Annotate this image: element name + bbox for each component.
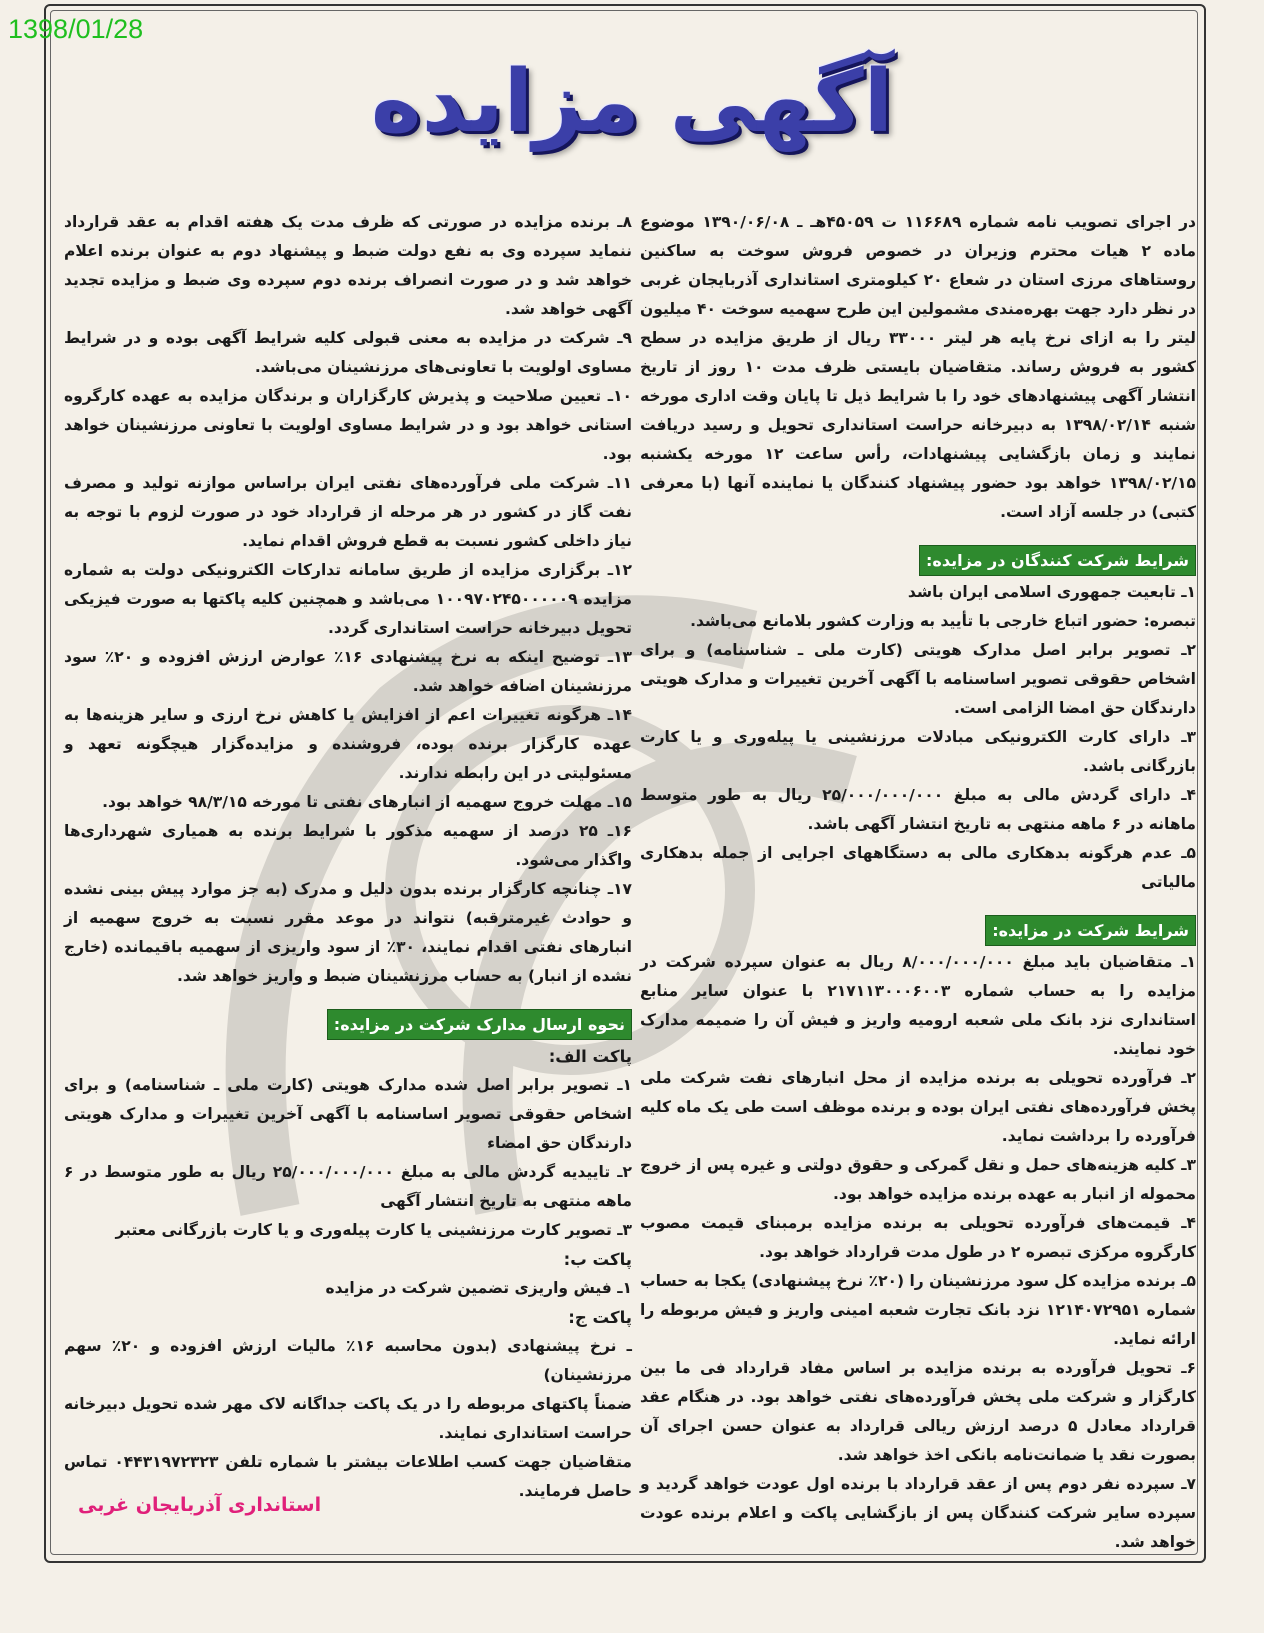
right-column <box>640 208 1196 1557</box>
list-item: ۳ـ دارای کارت الکترونیکی مبادلات مرزنشینی یا پیله‌وری و یا کارت بازرگانی باشد. <box>640 728 1196 775</box>
auction-conditions-heading: شرایط شرکت در مزایده: <box>985 915 1196 946</box>
packet-b-label: پاکت ب: <box>563 1250 632 1269</box>
list-item: ۴ـ دارای گردش مالی به مبلغ ۲۵/۰۰۰/۰۰۰/۰۰۰ ریال به طور متوسط ماهانه در ۶ ماهه منتهی به تاریخ انتشار آگهی باشد. <box>640 786 1196 833</box>
list-item: ۱۷ـ چنانچه کارگزار برنده بدون دلیل و مدرک (به جز موارد پیش بینی نشده و حوادث غیرمترقبه) نتواند در موعد مقرر نسبت به خروج سهمیه از انبارهای نفتی اقدام نمایند، ۳۰٪ از سود واریزی از سهمیه باقیمانده (خارج نشده از انبار) به حساب مرزنشینان ضبط و واریز خواهد شد. <box>64 880 632 985</box>
list-item: ۷ـ سپرده نفر دوم پس از عقد قرارداد با برنده اول عودت خواهد گردید و سپرده سایر شرکت کنندگان پس از بازگشایی پاکت و اعلام برنده عودت خواهد شد. <box>640 1475 1196 1551</box>
list-item: ۱۱ـ شرکت ملی فرآورده‌های نفتی ایران براساس موازنه تولید و مصرف نفت گاز در کشور در هر مرحله از قرارداد خود در صورت لزوم با توجه به نیاز داخلی کشور نسبت به قطع فروش اقدام نماید. <box>64 474 632 550</box>
list-item: ۳ـ تصویر کارت مرزنشینی یا کارت پیله‌وری و یا کارت بازرگانی معتبر <box>115 1221 632 1239</box>
packet-c-label: پاکت ج: <box>568 1308 632 1327</box>
list-item: ۵ـ برنده مزایده کل سود مرزنشینان را (۲۰٪ نرخ پیشنهادی) یکجا به حساب شماره ۱۲۱۴۰۷۲۹۵۱ نزد بانک تجارت شعبه امینی واریز و فیش مربوطه را ارائه نماید. <box>640 1272 1196 1348</box>
list-item: ۱۰ـ تعیین صلاحیت و پذیرش کارگزاران و برندگان مزایده به عهده کارگروه استانی خواهد بود و در شرایط مساوی اولویت با تعاونی مرزنشینان خواهد بود. <box>64 387 632 463</box>
list-item: ۱۴ـ هرگونه تغییرات اعم از افزایش یا کاهش نرخ ارزی و سایر هزینه‌ها به عهده کارگزار برنده بوده، فروشنده و مزایده‌گزار هیچگونه تعهد و مسئولیتی در این رابطه ندارند. <box>64 706 632 782</box>
left-column <box>64 208 632 1506</box>
documents-note: ضمناً پاکتهای مربوطه را در یک پاکت جداگانه لاک مهر شده تحویل دبیرخانه حراست استانداری نمایند. <box>64 1395 632 1442</box>
list-item: ۱۲ـ برگزاری مزایده از طریق سامانه تدارکات الکترونیکی دولت به شماره مزایده ۱۰۰۹۷۰۲۴۵۰۰۰۰۰۹ می‌باشد و همچنین کلیه پاکتها به صورت فیزیکی تحویل دبیرخانه حراست استانداری گردد. <box>64 561 632 637</box>
list-item: ۶ـ تحویل فرآورده به برنده مزایده بر اساس مفاد قرارداد فی ما بین کارگزار و شرکت ملی پخش فرآورده‌های نفتی خواهد بود. در هنگام عقد قرارداد معادل ۵ درصد ارزش ریالی قرارداد به عنوان حسن اجرای آن بصورت نقد یا ضمانت‌نامه بانکی اخذ خواهد شد. <box>640 1359 1196 1464</box>
list-item: ۲ـ تاییدیه گردش مالی به مبلغ ۲۵/۰۰۰/۰۰۰/۰۰۰ ریال به طور متوسط در ۶ ماهه منتهی به تاریخ انتشار آگهی <box>64 1163 632 1210</box>
list-item: تبصره: حضور اتباع خارجی با تأیید به وزارت کشور بلامانع می‌باشد. <box>690 612 1196 630</box>
list-item: ۴ـ قیمت‌های فرآورده تحویلی به برنده مزایده برمبنای قیمت مصوب کارگروه مرکزی تبصره ۲ در طول مدت قرارداد خواهد بود. <box>640 1214 1196 1261</box>
publication-date: 1398/01/28 <box>8 14 144 44</box>
intro-paragraph: در اجرای تصویب نامه شماره ۱۱۶۶۸۹ ت ۴۵۰۵۹هـ ـ ۱۳۹۰/۰۶/۰۸ موضوع ماده ۲ هیات محترم وزیران در خصوص فروش سوخت به ساکنین روستاهای مرزی استان در شعاع ۲۰ کیلومتری استانداری آذربایجان غربی در نظر دارد جهت بهره‌مندی مشمولین این طرح سهمیه سوخت ۴۰ میلیون لیتر را به ازای نرخ پایه هر لیتر ۳۳۰۰۰ ریال از طریق مزایده در سطح کشور به فروش رساند. متقاضیان بایستی ظرف مدت ۱۰ روز از تاریخ انتشار آگهی پیشنهادهای خود را با شرایط ذیل تا پایان وقت اداری مورخه شنبه ۱۳۹۸/۰۲/۱۴ به دبیرخانه حراست استانداری تحویل و رسید دریافت نمایند و زمان بازگشایی پیشنهادات، رأس ساعت ۱۲ مورخه یکشنبه ۱۳۹۸/۰۲/۱۵ خواهد بود حضور پیشنهاد کنندگان یا نماینده آنها (با معرفی کتبی) در جلسه آزاد است. <box>640 213 1197 521</box>
list-item: ۹ـ شرکت در مزایده به معنی قبولی کلیه شرایط آگهی بوده و در شرایط مساوی اولویت با تعاونی‌های مرزنشینان می‌باشد. <box>64 329 632 376</box>
list-item: ۱ـ تصویر برابر اصل شده مدارک هویتی (کارت ملی ـ شناسنامه) و برای اشخاص حقوقی تصویر اساسنامه با آگهی آخرین تغییرات و مدارک هویتی دارندگان حق امضاء <box>64 1076 632 1152</box>
list-item: ۱۳ـ توضیح اینکه به نرخ پیشنهادی ۱۶٪ عوارض ارزش افزوده و ۲۰٪ سود مرزنشینان اضافه خواهد شد. <box>64 648 632 695</box>
list-item: ۳ـ کلیه هزینه‌های حمل و نقل گمرکی و حقوق دولتی و غیره پس از خروج محموله از انبار به عهده برنده مزایده خواهد بود. <box>640 1156 1196 1203</box>
list-item: ۲ـ تصویر برابر اصل مدارک هویتی (کارت ملی ـ شناسنامه) و برای اشخاص حقوقی تصویر اساسنامه با آگهی آخرین تغییرات و مدارک هویتی دارندگان حق امضا الزامی است. <box>640 641 1196 717</box>
list-item: ۱ـ فیش واریزی تضمین شرکت در مزایده <box>325 1279 632 1297</box>
list-item: ۱ـ تابعیت جمهوری اسلامی ایران باشد <box>907 583 1196 601</box>
contact-info: متقاضیان جهت کسب اطلاعات بیشتر با شماره تلفن ۰۴۴۳۱۹۷۲۳۲۳ تماس حاصل فرمایند. <box>64 1453 632 1500</box>
list-item: ۱۶ـ ۲۵ درصد از سهمیه مذکور با شرایط برنده به همیاری شهرداری‌ها واگذار می‌شود. <box>64 822 632 869</box>
signature: استانداری آذربایجان غربی <box>78 1494 322 1516</box>
list-item: ـ نرخ پیشنهادی (بدون محاسبه ۱۶٪ مالیات ارزش افزوده و ۲۰٪ سهم مرزنشینان) <box>64 1337 632 1384</box>
list-item: ۱ـ متقاضیان باید مبلغ ۸/۰۰۰/۰۰۰/۰۰۰ ریال به عنوان سپرده شرکت در مزایده را به حساب شماره ۲۱۷۱۱۳۰۰۰۶۰۰۳ با عنوان سایر منابع استانداری نزد بانک ملی شعبه ارومیه واریز و فیش آن را ضمیمه مدارک خود نمایند. <box>640 953 1197 1058</box>
ad-title: آگهی مزایده <box>370 52 894 152</box>
participant-conditions-heading: شرایط شرکت کنندگان در مزایده: <box>919 545 1196 576</box>
list-item: ۱۵ـ مهلت خروج سهمیه از انبارهای نفتی تا مورخه ۹۸/۳/۱۵ خواهد بود. <box>102 793 632 811</box>
list-item: ۲ـ فرآورده تحویلی به برنده مزایده از محل انبارهای نفت شرکت ملی پخش فرآورده‌های نفتی ایران بوده و برنده موظف است طی یک ماه کلیه فرآورده را برداشت نماید. <box>640 1069 1196 1145</box>
list-item: ۸ـ برنده مزایده در صورتی که ظرف مدت یک هفته اقدام به عقد قرارداد ننماید سپرده وی به نفع دولت ضبط و پیشنهاد دوم به عنوان برنده اعلام خواهد شد و در صورت انصراف برنده دوم سپرده وی ضبط و مزایده تجدید آگهی خواهد شد. <box>64 213 632 318</box>
documents-heading: نحوه ارسال مدارک شرکت در مزایده: <box>327 1009 632 1040</box>
list-item: ۵ـ عدم هرگونه بدهکاری مالی به دستگاههای اجرایی از جمله بدهکاری مالیاتی <box>640 844 1196 891</box>
packet-a-label: پاکت الف: <box>548 1047 632 1066</box>
